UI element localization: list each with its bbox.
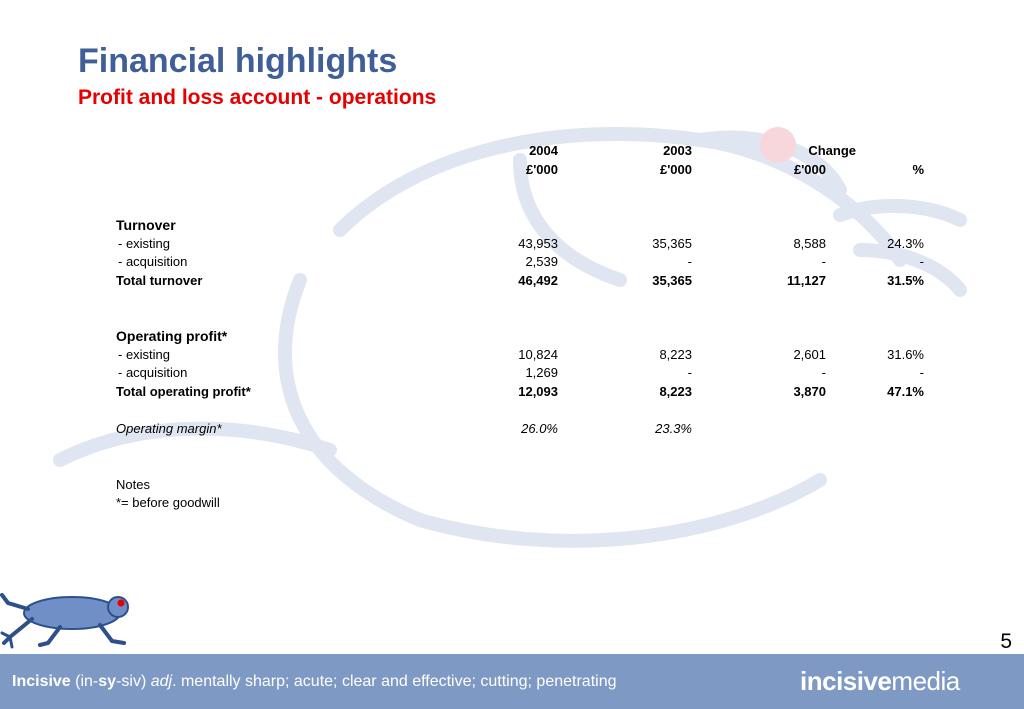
cell-change: - (821, 254, 826, 269)
notes-heading (116, 476, 928, 495)
page-subtitle: Profit and loss account - operations (78, 86, 437, 109)
cell-change: 8,588 (793, 235, 826, 251)
spacer (116, 179, 928, 216)
cell-2004: 12,093 (518, 383, 558, 399)
cell-2003: 8,223 (659, 383, 692, 399)
turnover-heading (116, 216, 928, 235)
row-label: Total operating profit* (116, 383, 251, 399)
tagline-pron-close: -siv) (116, 673, 151, 690)
row-label: - existing (118, 235, 171, 251)
page-number: 5 (1000, 630, 1012, 653)
cell-percent: 47.1% (887, 383, 924, 399)
tagline-pron-stress: sy (98, 673, 117, 690)
spacer (116, 401, 928, 420)
cell-2004: 43,953 (518, 235, 558, 251)
spacer (116, 439, 928, 476)
section-label: Operating profit* (116, 328, 228, 344)
table-row (116, 364, 928, 383)
tagline-pos: adj (150, 673, 173, 690)
table-row (116, 235, 928, 254)
cell-2004: 10,824 (518, 346, 558, 362)
table-header-units (116, 161, 928, 180)
section-label: Turnover (116, 217, 176, 233)
header-unit-change: £'000 (793, 161, 826, 177)
table-row-total (116, 272, 928, 291)
row-label: Operating margin* (116, 421, 222, 436)
table-row (116, 346, 928, 365)
notes-text: *= before goodwill (116, 495, 220, 510)
row-label: - acquisition (118, 365, 188, 380)
cell-2003: 8,223 (659, 346, 692, 362)
operating-profit-heading (116, 327, 928, 346)
table-header-years (116, 142, 928, 161)
cell-change: - (821, 365, 826, 380)
row-label: - existing (118, 346, 171, 362)
cell-2003: - (687, 254, 692, 269)
frog-logo-icon (0, 585, 145, 650)
header-year-2003: 2003 (663, 143, 692, 158)
cell-2004: 1,269 (525, 365, 558, 380)
cell-change: 3,870 (793, 383, 826, 399)
spacer (116, 290, 928, 327)
financial-table (116, 142, 928, 513)
cell-2004: 46,492 (518, 272, 558, 288)
page-title: Financial highlights (78, 42, 398, 80)
row-label: Total turnover (116, 272, 203, 288)
cell-change: 11,127 (786, 272, 826, 288)
incisive-media-logo (800, 654, 960, 709)
row-label: - acquisition (118, 254, 188, 269)
footer-tagline (12, 654, 616, 709)
table-row-margin (116, 420, 928, 439)
cell-percent: 31.6% (887, 346, 924, 362)
header-change: Change (808, 143, 856, 158)
cell-2003: 35,365 (652, 272, 692, 288)
cell-2004: 2,539 (525, 254, 558, 269)
cell-percent: 31.5% (887, 272, 924, 288)
tagline-pron-open: (in- (70, 673, 99, 690)
logo-bold-text: incisive (800, 666, 892, 696)
table-row (116, 253, 928, 272)
cell-2004: 26.0% (521, 421, 558, 436)
cell-percent: - (919, 254, 924, 269)
header-year-2004: 2004 (529, 143, 558, 158)
cell-change: 2,601 (793, 346, 826, 362)
header-unit-2004: £'000 (525, 161, 558, 177)
cell-percent: 24.3% (887, 235, 924, 251)
footer-bar (0, 654, 1024, 709)
tagline-word: Incisive (12, 673, 71, 690)
notes-line (116, 494, 928, 513)
logo-light-text: media (891, 666, 960, 696)
table-row-total (116, 383, 928, 402)
notes-label: Notes (116, 476, 150, 492)
header-unit-percent: % (912, 161, 924, 177)
cell-2003: 35,365 (652, 235, 692, 251)
cell-percent: - (919, 365, 924, 380)
header-unit-2003: £'000 (659, 161, 692, 177)
cell-2003: - (687, 365, 692, 380)
tagline-definition: . mentally sharp; acute; clear and effective; cutting; penetrating (172, 673, 617, 690)
cell-2003: 23.3% (655, 421, 692, 436)
